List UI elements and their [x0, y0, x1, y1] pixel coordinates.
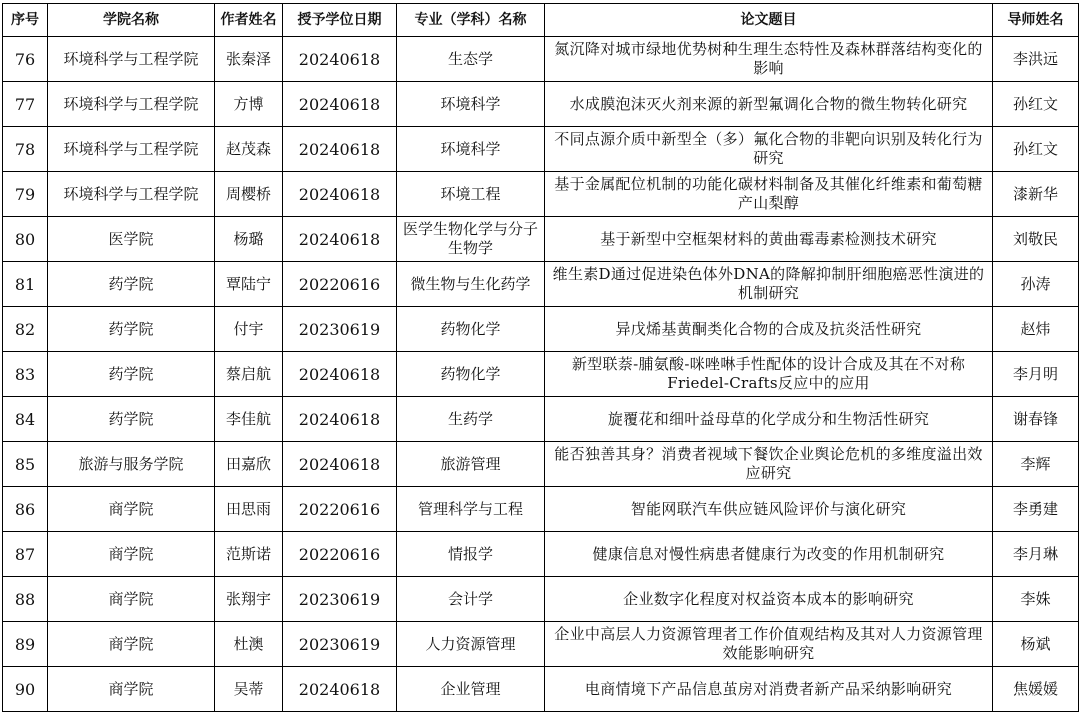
advisor-cell: 孙红文 [993, 127, 1079, 172]
school-cell: 旅游与服务学院 [48, 442, 215, 487]
index-cell: 82 [3, 307, 48, 352]
advisor-cell: 李洪远 [993, 37, 1079, 82]
degree-date-cell: 20230619 [283, 307, 397, 352]
header-major: 专业（学科）名称 [397, 4, 545, 37]
table-row [3, 397, 1079, 442]
degree-date-cell: 20240618 [283, 667, 397, 712]
index-cell: 76 [3, 37, 48, 82]
school-cell: 商学院 [48, 622, 215, 667]
thesis-title-cell: 健康信息对慢性病患者健康行为改变的作用机制研究 [545, 532, 993, 577]
table-row [3, 307, 1079, 352]
table-row [3, 82, 1079, 127]
major-cell: 人力资源管理 [397, 622, 545, 667]
author-cell: 周樱桥 [215, 172, 283, 217]
table-row [3, 217, 1079, 262]
index-cell: 88 [3, 577, 48, 622]
header-school: 学院名称 [48, 4, 215, 37]
index-cell: 90 [3, 667, 48, 712]
author-cell: 方博 [215, 82, 283, 127]
author-cell: 范斯诺 [215, 532, 283, 577]
major-cell: 管理科学与工程 [397, 487, 545, 532]
major-cell: 旅游管理 [397, 442, 545, 487]
advisor-cell: 李姝 [993, 577, 1079, 622]
school-cell: 商学院 [48, 532, 215, 577]
thesis-title-cell: 氮沉降对城市绿地优势树种生理生态特性及森林群落结构变化的影响 [545, 37, 993, 82]
index-cell: 83 [3, 352, 48, 397]
advisor-cell: 漆新华 [993, 172, 1079, 217]
school-cell: 环境科学与工程学院 [48, 127, 215, 172]
degree-date-cell: 20230619 [283, 622, 397, 667]
major-cell: 微生物与生化药学 [397, 262, 545, 307]
school-cell: 商学院 [48, 577, 215, 622]
author-cell: 田思雨 [215, 487, 283, 532]
degree-date-cell: 20240618 [283, 217, 397, 262]
school-cell: 药学院 [48, 352, 215, 397]
author-cell: 田嘉欣 [215, 442, 283, 487]
major-cell: 药物化学 [397, 307, 545, 352]
advisor-cell: 孙涛 [993, 262, 1079, 307]
major-cell: 生药学 [397, 397, 545, 442]
advisor-cell: 焦媛媛 [993, 667, 1079, 712]
major-cell: 生态学 [397, 37, 545, 82]
thesis-title-cell: 水成膜泡沫灭火剂来源的新型氟调化合物的微生物转化研究 [545, 82, 993, 127]
index-cell: 77 [3, 82, 48, 127]
table-row [3, 532, 1079, 577]
degree-date-cell: 20240618 [283, 397, 397, 442]
author-cell: 赵茂森 [215, 127, 283, 172]
thesis-title-cell: 新型联萘-脯氨酸-咪唑啉手性配体的设计合成及其在不对称Friedel-Crafts反应中的应用 [545, 352, 993, 397]
advisor-cell: 李辉 [993, 442, 1079, 487]
table-row [3, 262, 1079, 307]
school-cell: 药学院 [48, 397, 215, 442]
author-cell: 张秦泽 [215, 37, 283, 82]
degree-date-cell: 20240618 [283, 442, 397, 487]
table-row [3, 442, 1079, 487]
school-cell: 环境科学与工程学院 [48, 172, 215, 217]
author-cell: 覃陆宁 [215, 262, 283, 307]
index-cell: 85 [3, 442, 48, 487]
major-cell: 医学生物化学与分子生物学 [397, 217, 545, 262]
advisor-cell: 刘敬民 [993, 217, 1079, 262]
author-cell: 李佳航 [215, 397, 283, 442]
table-row [3, 352, 1079, 397]
school-cell: 商学院 [48, 487, 215, 532]
table-row [3, 487, 1079, 532]
degree-date-cell: 20240618 [283, 82, 397, 127]
index-cell: 87 [3, 532, 48, 577]
degree-date-cell: 20240618 [283, 172, 397, 217]
major-cell: 环境科学 [397, 82, 545, 127]
table-row [3, 667, 1079, 712]
index-cell: 78 [3, 127, 48, 172]
author-cell: 蔡启航 [215, 352, 283, 397]
advisor-cell: 赵炜 [993, 307, 1079, 352]
table-row [3, 37, 1079, 82]
author-cell: 付宇 [215, 307, 283, 352]
table-row [3, 622, 1079, 667]
degree-date-cell: 20240618 [283, 37, 397, 82]
thesis-title-cell: 企业数字化程度对权益资本成本的影响研究 [545, 577, 993, 622]
degree-date-cell: 20220616 [283, 262, 397, 307]
thesis-title-cell: 维生素D通过促进染色体外DNA的降解抑制肝细胞癌恶性演进的机制研究 [545, 262, 993, 307]
advisor-cell: 李勇建 [993, 487, 1079, 532]
index-cell: 84 [3, 397, 48, 442]
table-row [3, 172, 1079, 217]
author-cell: 吴蒂 [215, 667, 283, 712]
index-cell: 86 [3, 487, 48, 532]
major-cell: 环境工程 [397, 172, 545, 217]
index-cell: 80 [3, 217, 48, 262]
advisor-cell: 杨斌 [993, 622, 1079, 667]
author-cell: 杨璐 [215, 217, 283, 262]
degree-date-cell: 20240618 [283, 352, 397, 397]
school-cell: 环境科学与工程学院 [48, 37, 215, 82]
header-row [3, 4, 1079, 37]
major-cell: 情报学 [397, 532, 545, 577]
header-thesis-title: 论文题目 [545, 4, 993, 37]
major-cell: 药物化学 [397, 352, 545, 397]
school-cell: 药学院 [48, 262, 215, 307]
header-advisor: 导师姓名 [993, 4, 1079, 37]
major-cell: 环境科学 [397, 127, 545, 172]
index-cell: 89 [3, 622, 48, 667]
advisor-cell: 李月明 [993, 352, 1079, 397]
school-cell: 环境科学与工程学院 [48, 82, 215, 127]
thesis-title-cell: 能否独善其身？消费者视域下餐饮企业舆论危机的多维度溢出效应研究 [545, 442, 993, 487]
degree-date-cell: 20220616 [283, 532, 397, 577]
thesis-title-cell: 不同点源介质中新型全（多）氟化合物的非靶向识别及转化行为研究 [545, 127, 993, 172]
thesis-title-cell: 旋覆花和细叶益母草的化学成分和生物活性研究 [545, 397, 993, 442]
thesis-table [2, 3, 1079, 712]
thesis-title-cell: 企业中高层人力资源管理者工作价值观结构及其对人力资源管理效能影响研究 [545, 622, 993, 667]
table-row [3, 577, 1079, 622]
degree-date-cell: 20220616 [283, 487, 397, 532]
advisor-cell: 李月琳 [993, 532, 1079, 577]
school-cell: 药学院 [48, 307, 215, 352]
header-index: 序号 [3, 4, 48, 37]
major-cell: 企业管理 [397, 667, 545, 712]
school-cell: 商学院 [48, 667, 215, 712]
thesis-title-cell: 基于金属配位机制的功能化碳材料制备及其催化纤维素和葡萄糖产山梨醇 [545, 172, 993, 217]
thesis-title-cell: 基于新型中空框架材料的黄曲霉毒素检测技术研究 [545, 217, 993, 262]
degree-date-cell: 20230619 [283, 577, 397, 622]
index-cell: 81 [3, 262, 48, 307]
index-cell: 79 [3, 172, 48, 217]
degree-date-cell: 20240618 [283, 127, 397, 172]
thesis-title-cell: 电商情境下产品信息茧房对消费者新产品采纳影响研究 [545, 667, 993, 712]
author-cell: 张翔宇 [215, 577, 283, 622]
advisor-cell: 谢春锋 [993, 397, 1079, 442]
advisor-cell: 孙红文 [993, 82, 1079, 127]
thesis-title-cell: 智能网联汽车供应链风险评价与演化研究 [545, 487, 993, 532]
table-row [3, 127, 1079, 172]
header-degree-date: 授予学位日期 [283, 4, 397, 37]
school-cell: 医学院 [48, 217, 215, 262]
header-author: 作者姓名 [215, 4, 283, 37]
thesis-title-cell: 异戊烯基黄酮类化合物的合成及抗炎活性研究 [545, 307, 993, 352]
author-cell: 杜澳 [215, 622, 283, 667]
major-cell: 会计学 [397, 577, 545, 622]
